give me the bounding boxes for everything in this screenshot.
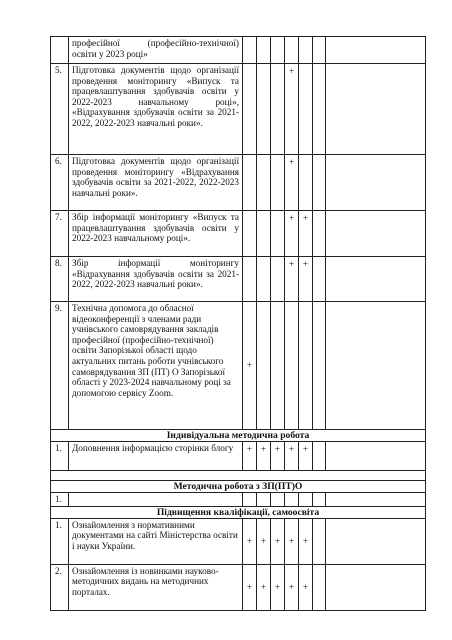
row-number: 9.: [51, 302, 69, 430]
mark-cell: [285, 302, 299, 430]
activity-text: Підготовка документів щодо організації проведення моніторингу «Випуск та працевлаштування здобувачів освіти у 2022-2023 навчальному році», «Відрахування здобувачів освіти за 2021-2022, 2022-2023 навчальні роки».: [69, 64, 243, 155]
mark-cell: [313, 64, 326, 155]
plan-table: [50, 36, 426, 611]
mark-cell: [313, 442, 326, 471]
table-row: [51, 64, 426, 155]
mark-cell: +: [299, 564, 313, 610]
section-header-row: [51, 506, 426, 518]
activity-text: Збір інформації моніторингу «Відрахування здобувачів освіти за 2021-2022, 2022-2023 навчальні роки».: [69, 257, 243, 302]
row-number: 7.: [51, 211, 69, 257]
mark-cell: +: [285, 257, 299, 302]
mark-cell: [243, 64, 257, 155]
mark-cell: +: [299, 211, 313, 257]
table-row: [51, 211, 426, 257]
mark-cell: [285, 493, 299, 507]
mark-cell: [271, 37, 285, 64]
mark-cell: +: [243, 442, 257, 471]
mark-cell: +: [243, 564, 257, 610]
row-number: 5.: [51, 64, 69, 155]
mark-cell: [243, 155, 257, 211]
section-title-methodical: Методична робота з ЗП(ПТ)О: [51, 481, 426, 493]
table-row: [51, 564, 426, 610]
notes-cell: [326, 64, 426, 155]
mark-cell: [313, 155, 326, 211]
table-row: [51, 155, 426, 211]
mark-cell: +: [271, 518, 285, 564]
mark-cell: [271, 302, 285, 430]
mark-cell: [285, 37, 299, 64]
blank-row: [51, 471, 426, 481]
mark-cell: +: [285, 442, 299, 471]
mark-cell: [271, 257, 285, 302]
mark-cell: +: [257, 564, 271, 610]
mark-cell: [257, 302, 271, 430]
row-number: 8.: [51, 257, 69, 302]
mark-cell: [313, 37, 326, 64]
table-row: [51, 37, 426, 64]
notes-cell: [326, 257, 426, 302]
mark-cell: [243, 493, 257, 507]
mark-cell: [257, 37, 271, 64]
mark-cell: +: [285, 211, 299, 257]
blank-cell: [51, 471, 426, 481]
section-header-row: [51, 481, 426, 493]
section-title-qualification: Підвищення кваліфікації, самоосвіта: [51, 506, 426, 518]
mark-cell: [313, 518, 326, 564]
table-row: [51, 493, 426, 507]
activity-text: Технічна допомога до обласної відеоконференції з членами ради учнівського самоврядування закладів професійної (професійно-технічної) освіти Запорізької області щодо актуальних питань роботи учнівського самоврядування ЗП (ПТ) О Запорізької області у 2023-2024 навчальному році за допомогою сервісу Zoom.: [69, 302, 243, 430]
mark-cell: +: [299, 518, 313, 564]
mark-cell: [299, 493, 313, 507]
mark-cell: [257, 211, 271, 257]
mark-cell: [313, 302, 326, 430]
mark-cell: [313, 211, 326, 257]
mark-cell: [257, 64, 271, 155]
section-header-row: [51, 430, 426, 442]
mark-cell: +: [257, 518, 271, 564]
table-row: [51, 518, 426, 564]
activity-text: Доповнення інформацією сторінки блогу: [69, 442, 243, 471]
table-row: [51, 302, 426, 430]
activity-text: Ознайомлення з нормативними документами на сайті Міністерства освіти і науки України.: [69, 518, 243, 564]
mark-cell: [257, 257, 271, 302]
mark-cell: [299, 302, 313, 430]
row-number: 2.: [51, 564, 69, 610]
mark-cell: +: [285, 155, 299, 211]
mark-cell: [313, 493, 326, 507]
mark-cell: [313, 257, 326, 302]
row-number: 1.: [51, 442, 69, 471]
notes-cell: [326, 564, 426, 610]
table-row: [51, 442, 426, 471]
notes-cell: [326, 155, 426, 211]
row-number: 1.: [51, 493, 69, 507]
activity-text: Ознайомлення із новинками науково-методичних видань на методичних порталах.: [69, 564, 243, 610]
activity-text: [69, 493, 243, 507]
mark-cell: [271, 211, 285, 257]
activity-text: Збір інформації моніторингу «Випуск та працевлаштування здобувачів освіти у 2022-2023 навчальному році».: [69, 211, 243, 257]
mark-cell: +: [285, 564, 299, 610]
activity-text: Підготовка документів щодо організації проведення моніторингу «Відрахування здобувачів освіти за 2021-2022, 2022-2023 навчальні роки».: [69, 155, 243, 211]
notes-cell: [326, 442, 426, 471]
mark-cell: [271, 155, 285, 211]
mark-cell: +: [299, 257, 313, 302]
mark-cell: +: [271, 564, 285, 610]
mark-cell: [243, 37, 257, 64]
mark-cell: +: [243, 518, 257, 564]
mark-cell: [271, 493, 285, 507]
table-row: [51, 257, 426, 302]
mark-cell: [299, 64, 313, 155]
row-number: 1.: [51, 518, 69, 564]
mark-cell: +: [285, 64, 299, 155]
mark-cell: +: [299, 442, 313, 471]
mark-cell: [271, 64, 285, 155]
mark-cell: [313, 564, 326, 610]
notes-cell: [326, 302, 426, 430]
mark-cell: +: [285, 518, 299, 564]
section-title-individual: Індивідуальна методична робота: [51, 430, 426, 442]
mark-cell: [243, 211, 257, 257]
mark-cell: [257, 155, 271, 211]
mark-cell: +: [243, 302, 257, 430]
notes-cell: [326, 211, 426, 257]
mark-cell: [257, 493, 271, 507]
notes-cell: [326, 37, 426, 64]
row-number: 6.: [51, 155, 69, 211]
mark-cell: [299, 155, 313, 211]
mark-cell: [299, 37, 313, 64]
notes-cell: [326, 493, 426, 507]
mark-cell: [243, 257, 257, 302]
notes-cell: [326, 518, 426, 564]
activity-text: професійної (професійно-технічної) освіти у 2023 році»: [69, 37, 243, 64]
mark-cell: +: [257, 442, 271, 471]
mark-cell: +: [271, 442, 285, 471]
row-number: [51, 37, 69, 64]
